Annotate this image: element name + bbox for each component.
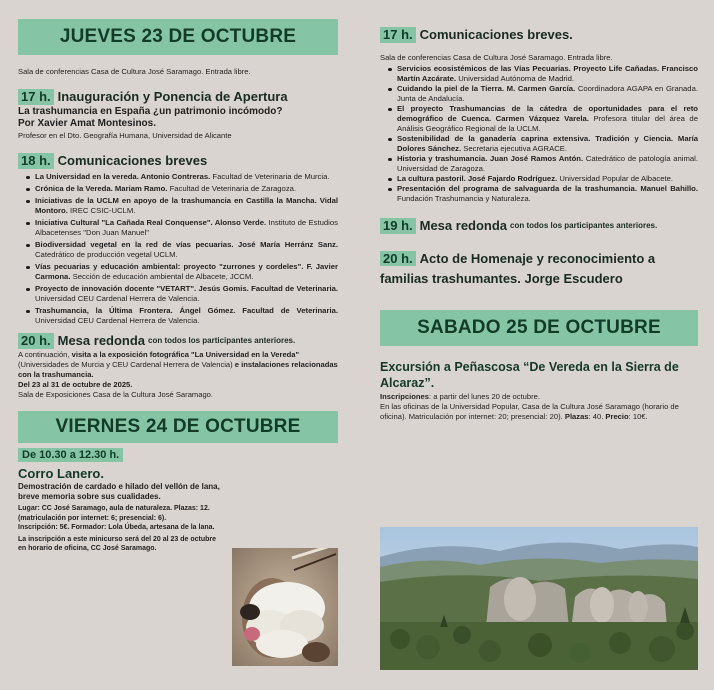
day-banner-sabado: SABADO 25 DE OCTUBRE	[380, 310, 698, 346]
section-title: Inauguración y Ponencia de Apertura	[57, 89, 288, 104]
workshop-title: Corro Lanero.	[18, 466, 104, 481]
left-column	[18, 0, 338, 554]
section-title: Comunicaciones breves	[57, 153, 208, 168]
list-item: Sostenibilidad de la ganadería caprina extensiva. Tradición y Ciencia. María Dolores Sánchez. Secretaria ejecutiva AGRACE.	[380, 134, 698, 154]
list-item: Vías pecuarias y educación ambiental: proyecto "zurrones y cordeles". F. Javier Carmona. Sección de educación ambiental de Albacete, JCCM.	[18, 262, 338, 282]
section-17h-comunicaciones-viernes	[380, 27, 698, 43]
exposicion-text: A continuación, visita a la exposición fotográfica "La Universidad en la Vereda" (Universidades de Murcia y CEU Cardenal Herrera de Valencia) e instalaciones relacionadas con la trashumancia.	[18, 350, 338, 379]
talk-speaker: Por Xavier Amat Montesinos.	[18, 118, 156, 129]
section-suffix: con todos los participantes anteriores.	[510, 221, 658, 230]
workshop-lugar: Lugar: CC José Saramago, aula de naturaleza. Plazas: 12. (matriculación por internet: 6; presencial: 6).	[18, 505, 210, 522]
excursion-details: En las oficinas de la Universidad Popular, Casa de la Cultura José Saramago (horario de oficina). Matriculación por internet: 20; presencial: 20). Plazas: 40. Precio: 10€.	[380, 402, 679, 421]
list-item: Crónica de la Vereda. Mariam Ramo. Facultad de Veterinaria de Zaragoza.	[18, 184, 338, 194]
list-item: Iniciativa Cultural "La Cañada Real Conquense". Alonso Verde. Instituto de Estudios Albacetenses "Don Juan Manuel"	[18, 218, 338, 238]
list-item: Presentación del programa de salvaguarda de la trashumancia. Manuel Bahillo. Fundación Trashumancia y Naturaleza.	[380, 184, 698, 204]
section-title: Mesa redonda	[57, 333, 146, 348]
hour-badge: 17 h.	[380, 27, 416, 43]
list-item: Biodiversidad vegetal en la red de vías pecuarias. José María Herránz Sanz. Catedrático de producción vegetal UCLM.	[18, 240, 338, 260]
day-banner-viernes: VIERNES 24 DE OCTUBRE	[18, 411, 338, 443]
hour-badge: 19 h.	[380, 218, 416, 234]
list-item: La Universidad en la vereda. Antonio Contreras. Facultad de Veterinaria de Murcia.	[18, 172, 338, 182]
list-item: Cuidando la piel de la Tierra. M. Carmen García. Coordinadora AGAPA en Granada. Junta de Andalucía.	[380, 84, 698, 104]
talk-title: La trashumancia en España ¿un patrimonio incómodo?	[18, 106, 283, 117]
section-17h-inauguracion	[18, 89, 338, 105]
workshop-desc: Demostración de cardado e hilado del vellón de lana, breve memoria sobre sus cualidades.	[18, 482, 220, 501]
list-item: Servicios ecosistémicos de las Vías Pecuarias. Proyecto Life Cañadas. Francisco Martín Azcárate. Universidad Autónoma de Madrid.	[380, 64, 698, 84]
speaker-affiliation: Profesor en el Dto. Geografía Humana, Universidad de Alicante	[18, 131, 232, 140]
list-item: Iniciativas de la UCLM en apoyo de la trashumancia en Castilla la Mancha. Vidal Montoro. IREC CSIC-UCLM.	[18, 196, 338, 216]
exposicion-dates: Del 23 al 31 de octubre de 2025.	[18, 380, 133, 389]
section-20h-mesa	[18, 333, 338, 349]
hour-badge: 20 h.	[380, 251, 416, 266]
list-item: El proyecto Trashumancias de la cátedra de oportunidades para el reto demográfico de Cuenca. Carmen Vázquez Varela. Profesora titular del área de Análisis Geográfico Regional de la UCLM.	[380, 104, 698, 134]
workshop-details	[18, 482, 223, 554]
list-item: La cultura pastoril. José Fajardo Rodríguez. Universidad Popular de Albacete.	[380, 174, 698, 184]
excursion-title: Excursión a Peñascosa “De Vereda en la Sierra de Alcaraz”.	[380, 360, 679, 390]
workshop-inscripcion: Inscripción: 5€. Formador: Lola Úbeda, artesana de la lana.	[18, 524, 215, 531]
section-title: Acto de Homenaje y reconocimiento a familias trashumantes. Jorge Escudero	[380, 251, 656, 286]
excursion-inscripciones: Inscripciones: a partir del lunes 20 de octubre.	[380, 392, 540, 401]
venue-viernes: Sala de conferencias Casa de Cultura José Saramago. Entrada libre.	[380, 53, 613, 62]
venue-jueves: Sala de conferencias Casa de Cultura José Saramago. Entrada libre.	[18, 67, 251, 76]
section-18h-comunicaciones	[18, 153, 338, 169]
hour-badge: 20 h.	[18, 333, 54, 349]
right-column	[380, 0, 698, 422]
section-suffix: con todos los participantes anteriores.	[148, 336, 296, 345]
comunicaciones-list-jueves	[18, 172, 338, 326]
list-item: Trashumancia, la Última Frontera. Ángel Gómez. Facultad de Veterinaria. Universidad CEU Cardenal Herrera de Valencia.	[18, 306, 338, 326]
hour-badge: 18 h.	[18, 153, 54, 169]
wool-spinning-photo	[232, 548, 338, 666]
section-20h-homenaje	[380, 249, 698, 289]
comunicaciones-list-viernes	[380, 64, 698, 204]
section-title: Mesa redonda	[419, 218, 508, 233]
mountain-landscape-photo	[380, 527, 698, 670]
section-title: Comunicaciones breves.	[419, 27, 573, 42]
workshop-nota: La inscripción a este minicurso será del 20 al 23 de octubre en horario de oficina, CC José Saramago.	[18, 535, 217, 552]
list-item: Historia y trashumancia. Juan José Ramos Antón. Catedrático de patología animal. Universidad de Zaragoza.	[380, 154, 698, 174]
hour-badge: 17 h.	[18, 89, 54, 105]
exposicion-venue: Sala de Exposiciones Casa de la Cultura José Saramago.	[18, 390, 214, 399]
section-19h-mesa	[380, 218, 698, 234]
time-badge: De 10.30 a 12.30 h.	[18, 448, 123, 462]
day-banner-jueves: JUEVES 23 DE OCTUBRE	[18, 19, 338, 55]
list-item: Proyecto de innovación docente "VETART". Jesús Gomis. Facultad de Veterinaria. Universidad CEU Cardenal Herrera de Valencia.	[18, 284, 338, 304]
